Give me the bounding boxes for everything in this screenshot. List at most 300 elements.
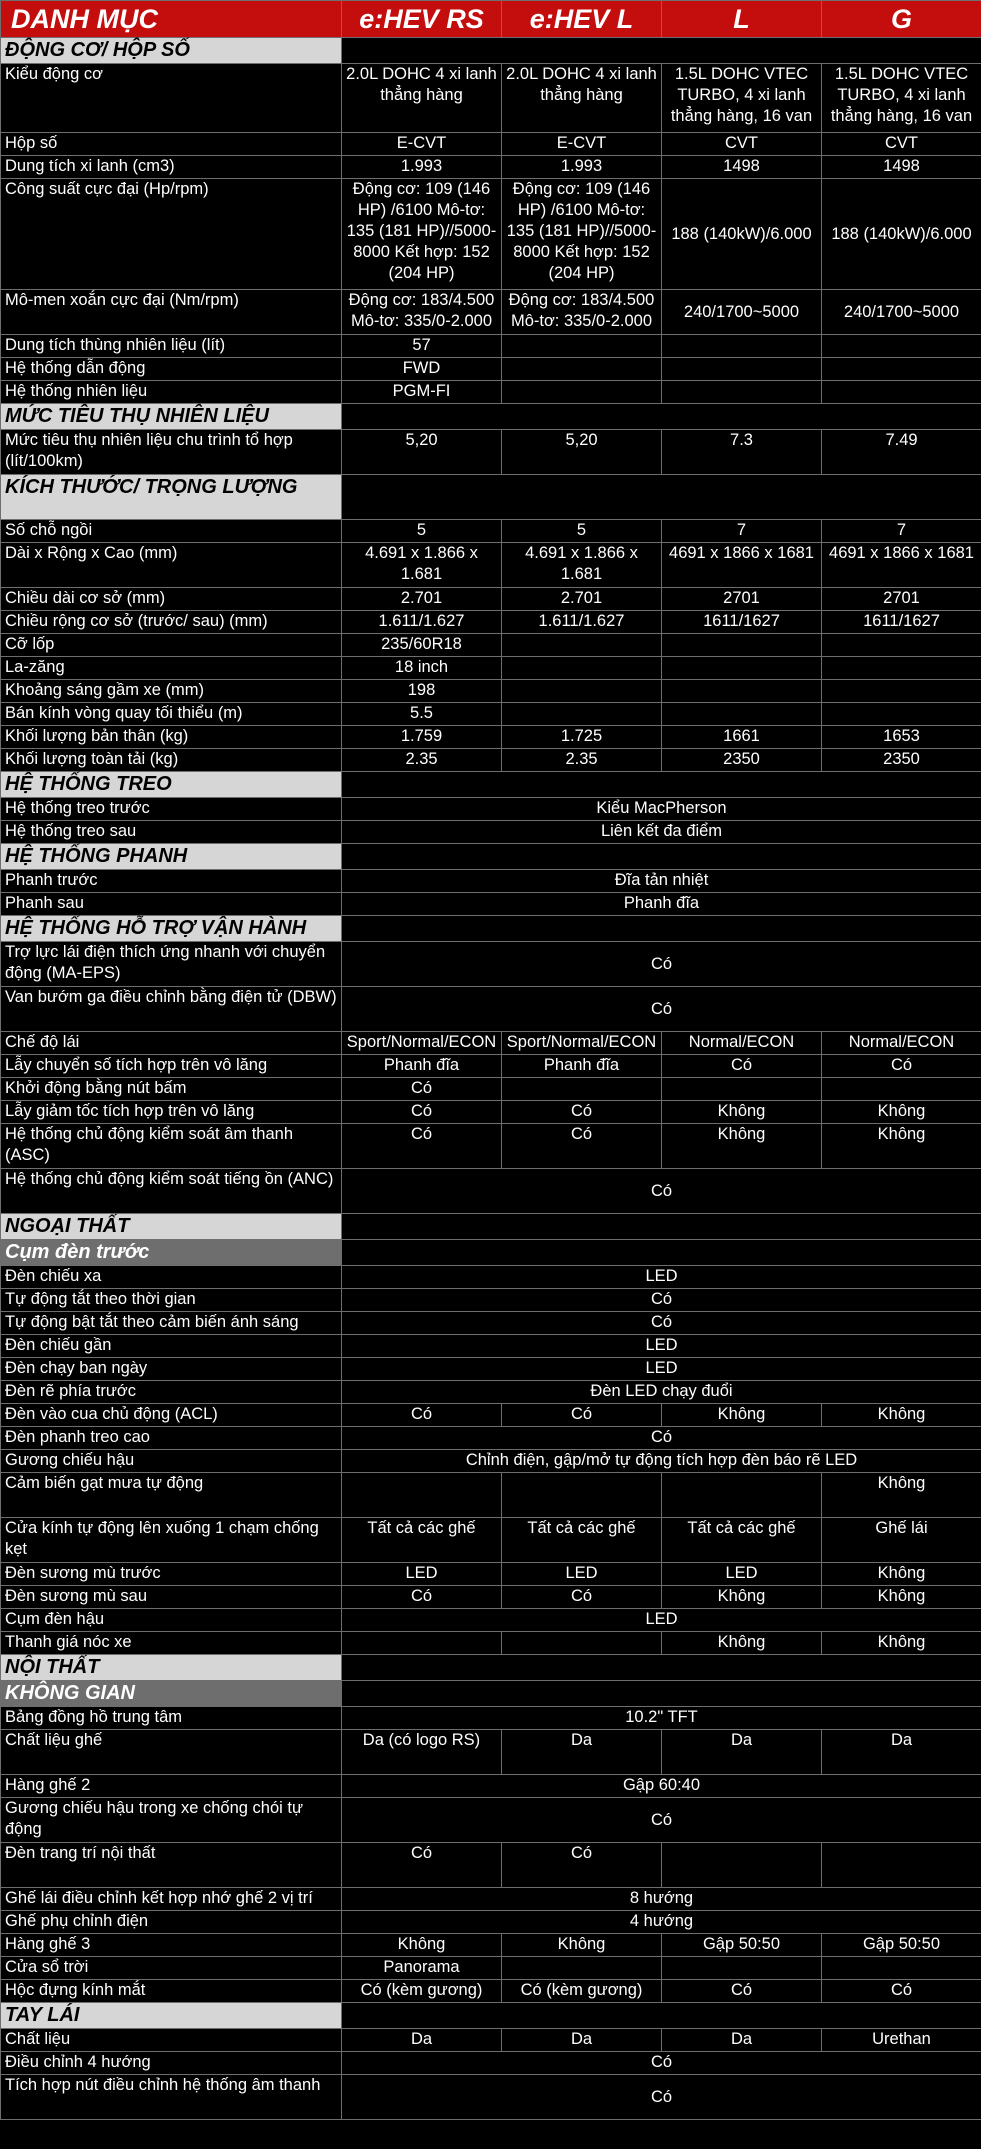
spec-body bbox=[1, 38, 981, 2120]
spec-value: FWD bbox=[342, 358, 502, 381]
subsection-header bbox=[1, 1240, 981, 1266]
spec-row bbox=[1, 179, 981, 290]
spec-row bbox=[1, 2052, 981, 2075]
spec-value: Normal/ECON bbox=[822, 1032, 981, 1055]
spec-row bbox=[1, 1124, 981, 1169]
spec-value: Không bbox=[822, 1632, 981, 1655]
spec-row bbox=[1, 634, 981, 657]
spec-label: Dung tích thùng nhiên liệu (lít) bbox=[1, 335, 342, 358]
spec-row bbox=[1, 1798, 981, 1843]
spec-row bbox=[1, 726, 981, 749]
spec-label: Dung tích xi lanh (cm3) bbox=[1, 156, 342, 179]
spec-row bbox=[1, 1335, 981, 1358]
section-header bbox=[1, 1214, 981, 1240]
spec-value-all: Liên kết đa điểm bbox=[342, 821, 981, 844]
spec-row bbox=[1, 1404, 981, 1427]
spec-value bbox=[502, 335, 662, 358]
subsection-header bbox=[1, 1681, 981, 1707]
section-blank bbox=[342, 404, 981, 430]
spec-value bbox=[342, 1632, 502, 1655]
spec-label: Chất liệu ghế bbox=[1, 1730, 342, 1775]
spec-value: 7 bbox=[822, 520, 981, 543]
spec-row bbox=[1, 335, 981, 358]
spec-value: 7.3 bbox=[662, 430, 822, 475]
section-header bbox=[1, 772, 981, 798]
spec-row bbox=[1, 821, 981, 844]
spec-value: 1661 bbox=[662, 726, 822, 749]
spec-value: Động cơ: 109 (146 HP) /6100 Mô-tơ: 135 (181 HP)//5000-8000 Kết hợp: 152 (204 HP) bbox=[342, 179, 502, 290]
spec-value: 1611/1627 bbox=[822, 611, 981, 634]
section-title: MỨC TIÊU THỤ NHIÊN LIỆU bbox=[1, 404, 342, 430]
spec-value: Có bbox=[342, 1843, 502, 1888]
section-title: TAY LÁI bbox=[1, 2003, 342, 2029]
spec-value: LED bbox=[342, 1563, 502, 1586]
spec-value-all: Chỉnh điện, gập/mở tự động tích hợp đèn báo rẽ LED bbox=[342, 1450, 981, 1473]
spec-value: 2701 bbox=[822, 588, 981, 611]
spec-value: Da bbox=[822, 1730, 981, 1775]
spec-label: Dài x Rộng x Cao (mm) bbox=[1, 543, 342, 588]
spec-value: 5 bbox=[502, 520, 662, 543]
spec-label: Khoảng sáng gầm xe (mm) bbox=[1, 680, 342, 703]
spec-row bbox=[1, 588, 981, 611]
spec-value: 1611/1627 bbox=[662, 611, 822, 634]
spec-label: Đèn sương mù trước bbox=[1, 1563, 342, 1586]
spec-value: 2350 bbox=[662, 749, 822, 772]
spec-label: Hệ thống nhiên liệu bbox=[1, 381, 342, 404]
spec-label: Cụm đèn hậu bbox=[1, 1609, 342, 1632]
spec-row bbox=[1, 1032, 981, 1055]
header-ehev-rs: e:HEV RS bbox=[342, 1, 502, 38]
section-title: HỆ THỐNG HỖ TRỢ VẬN HÀNH bbox=[1, 916, 342, 942]
spec-value: Phanh đĩa bbox=[502, 1055, 662, 1078]
spec-row bbox=[1, 1775, 981, 1798]
spec-value: 2.701 bbox=[342, 588, 502, 611]
spec-label: Công suất cực đại (Hp/rpm) bbox=[1, 179, 342, 290]
section-title: NGOẠI THẤT bbox=[1, 1214, 342, 1240]
spec-value: 4.691 x 1.866 x 1.681 bbox=[502, 543, 662, 588]
spec-value: Không bbox=[502, 1934, 662, 1957]
spec-row bbox=[1, 680, 981, 703]
spec-value: 1498 bbox=[662, 156, 822, 179]
spec-label: Tự động bật tắt theo cảm biến ánh sáng bbox=[1, 1312, 342, 1335]
spec-value-all: Phanh đĩa bbox=[342, 893, 981, 916]
spec-label: Đèn chiếu gần bbox=[1, 1335, 342, 1358]
spec-value bbox=[342, 1473, 502, 1518]
spec-row bbox=[1, 290, 981, 335]
section-blank bbox=[342, 2003, 981, 2029]
spec-label: Hệ thống treo trước bbox=[1, 798, 342, 821]
spec-row bbox=[1, 1381, 981, 1404]
spec-value: Không bbox=[342, 1934, 502, 1957]
spec-value-all: Có bbox=[342, 1169, 981, 1214]
spec-row bbox=[1, 64, 981, 133]
spec-value bbox=[662, 358, 822, 381]
spec-label: Điều chỉnh 4 hướng bbox=[1, 2052, 342, 2075]
spec-label: Phanh trước bbox=[1, 870, 342, 893]
spec-row bbox=[1, 381, 981, 404]
spec-value: 5.5 bbox=[342, 703, 502, 726]
spec-value: 5,20 bbox=[342, 430, 502, 475]
spec-value: 235/60R18 bbox=[342, 634, 502, 657]
spec-value: Da bbox=[662, 2029, 822, 2052]
spec-value: 1.993 bbox=[502, 156, 662, 179]
section-blank bbox=[342, 1214, 981, 1240]
spec-value: 2.0L DOHC 4 xi lanh thẳng hàng bbox=[502, 64, 662, 133]
spec-value bbox=[502, 634, 662, 657]
spec-label: Tự động tắt theo thời gian bbox=[1, 1289, 342, 1312]
spec-label: Đèn chiếu xa bbox=[1, 1266, 342, 1289]
spec-value: Không bbox=[662, 1632, 822, 1655]
spec-label: Chiều dài cơ sở (mm) bbox=[1, 588, 342, 611]
spec-value: 188 (140kW)/6.000 bbox=[822, 179, 981, 290]
spec-value-all: LED bbox=[342, 1335, 981, 1358]
spec-row bbox=[1, 703, 981, 726]
spec-row bbox=[1, 1358, 981, 1381]
spec-label: Hàng ghế 3 bbox=[1, 1934, 342, 1957]
spec-value: Có bbox=[822, 1055, 981, 1078]
spec-value: Không bbox=[822, 1101, 981, 1124]
spec-row bbox=[1, 543, 981, 588]
spec-row bbox=[1, 1563, 981, 1586]
spec-value: Có bbox=[662, 1980, 822, 2003]
spec-value bbox=[822, 381, 981, 404]
spec-label: Chất liệu bbox=[1, 2029, 342, 2052]
spec-row bbox=[1, 1427, 981, 1450]
spec-row bbox=[1, 657, 981, 680]
section-title: ĐỘNG CƠ/ HỘP SỐ bbox=[1, 38, 342, 64]
section-title: KÍCH THƯỚC/ TRỌNG LƯỢNG bbox=[1, 475, 342, 520]
spec-label: Hộc đựng kính mắt bbox=[1, 1980, 342, 2003]
spec-row bbox=[1, 1911, 981, 1934]
spec-value: Không bbox=[822, 1473, 981, 1518]
spec-value bbox=[822, 1078, 981, 1101]
section-blank bbox=[342, 844, 981, 870]
spec-value-all: Có bbox=[342, 942, 981, 987]
spec-value: 2350 bbox=[822, 749, 981, 772]
spec-value: Động cơ: 109 (146 HP) /6100 Mô-tơ: 135 (181 HP)//5000-8000 Kết hợp: 152 (204 HP) bbox=[502, 179, 662, 290]
spec-value: Không bbox=[662, 1124, 822, 1169]
spec-value bbox=[502, 1957, 662, 1980]
spec-row bbox=[1, 1707, 981, 1730]
spec-row bbox=[1, 156, 981, 179]
spec-label: Hộp số bbox=[1, 133, 342, 156]
spec-label: Đèn vào cua chủ động (ACL) bbox=[1, 1404, 342, 1427]
section-title: HỆ THỐNG TREO bbox=[1, 772, 342, 798]
spec-value bbox=[502, 1632, 662, 1655]
spec-value bbox=[662, 381, 822, 404]
spec-value: 188 (140kW)/6.000 bbox=[662, 179, 822, 290]
spec-row bbox=[1, 987, 981, 1032]
spec-value bbox=[822, 634, 981, 657]
section-blank bbox=[342, 1240, 981, 1266]
section-header bbox=[1, 2003, 981, 2029]
spec-value: Tất cả các ghế bbox=[502, 1518, 662, 1563]
spec-row bbox=[1, 358, 981, 381]
spec-label: Đèn phanh treo cao bbox=[1, 1427, 342, 1450]
spec-value: 5,20 bbox=[502, 430, 662, 475]
spec-value-all: 8 hướng bbox=[342, 1888, 981, 1911]
spec-label: Số chỗ ngồi bbox=[1, 520, 342, 543]
spec-row bbox=[1, 1730, 981, 1775]
spec-label: Mức tiêu thụ nhiên liệu chu trình tổ hợp (lít/100km) bbox=[1, 430, 342, 475]
spec-label: Đèn chạy ban ngày bbox=[1, 1358, 342, 1381]
spec-value: 2.0L DOHC 4 xi lanh thẳng hàng bbox=[342, 64, 502, 133]
spec-row bbox=[1, 893, 981, 916]
spec-value: 2701 bbox=[662, 588, 822, 611]
spec-value: Động cơ: 183/4.500 Mô-tơ: 335/0-2.000 bbox=[502, 290, 662, 335]
spec-value: Không bbox=[662, 1404, 822, 1427]
spec-value: Có bbox=[502, 1586, 662, 1609]
spec-value: 1.993 bbox=[342, 156, 502, 179]
spec-label: Tích hợp nút điều chỉnh hệ thống âm thanh bbox=[1, 2075, 342, 2120]
spec-row bbox=[1, 1266, 981, 1289]
section-header bbox=[1, 38, 981, 64]
spec-value: Không bbox=[822, 1563, 981, 1586]
spec-value: Urethan bbox=[822, 2029, 981, 2052]
spec-row bbox=[1, 1518, 981, 1563]
section-title: HỆ THỐNG PHANH bbox=[1, 844, 342, 870]
spec-value: Có (kèm gương) bbox=[342, 1980, 502, 2003]
spec-value: E-CVT bbox=[342, 133, 502, 156]
spec-value: Da (có logo RS) bbox=[342, 1730, 502, 1775]
spec-label: Hệ thống chủ động kiểm soát âm thanh (ASC) bbox=[1, 1124, 342, 1169]
spec-row bbox=[1, 430, 981, 475]
spec-value bbox=[662, 1078, 822, 1101]
spec-value: 240/1700~5000 bbox=[822, 290, 981, 335]
spec-value: 1.725 bbox=[502, 726, 662, 749]
spec-label: Cửa kính tự động lên xuống 1 chạm chống kẹt bbox=[1, 1518, 342, 1563]
header-g: G bbox=[822, 1, 981, 38]
spec-value: 2.35 bbox=[502, 749, 662, 772]
spec-value: Không bbox=[662, 1101, 822, 1124]
spec-value: Gập 50:50 bbox=[822, 1934, 981, 1957]
spec-label: Đèn rẽ phía trước bbox=[1, 1381, 342, 1404]
spec-value: 4.691 x 1.866 x 1.681 bbox=[342, 543, 502, 588]
spec-value: 18 inch bbox=[342, 657, 502, 680]
spec-row bbox=[1, 1586, 981, 1609]
spec-value: Gập 50:50 bbox=[662, 1934, 822, 1957]
spec-value: Phanh đĩa bbox=[342, 1055, 502, 1078]
spec-row bbox=[1, 798, 981, 821]
spec-value-all: Có bbox=[342, 1289, 981, 1312]
spec-label: Bảng đồng hồ trung tâm bbox=[1, 1707, 342, 1730]
spec-value: 7 bbox=[662, 520, 822, 543]
spec-value bbox=[822, 703, 981, 726]
spec-label: Khối lượng toàn tải (kg) bbox=[1, 749, 342, 772]
spec-value: Có bbox=[502, 1101, 662, 1124]
section-header bbox=[1, 844, 981, 870]
spec-value: E-CVT bbox=[502, 133, 662, 156]
spec-label: Trợ lực lái điện thích ứng nhanh với chuyển động (MA-EPS) bbox=[1, 942, 342, 987]
spec-value: Panorama bbox=[342, 1957, 502, 1980]
spec-label: Van bướm ga điều chỉnh bằng điện tử (DBW) bbox=[1, 987, 342, 1032]
spec-value bbox=[502, 703, 662, 726]
spec-value-all: Có bbox=[342, 987, 981, 1032]
spec-row bbox=[1, 870, 981, 893]
header-category: DANH MỤC bbox=[1, 1, 342, 38]
spec-value bbox=[822, 657, 981, 680]
spec-value bbox=[822, 335, 981, 358]
spec-row bbox=[1, 1934, 981, 1957]
spec-value bbox=[822, 358, 981, 381]
spec-label: Hệ thống chủ động kiểm soát tiếng ồn (ANC) bbox=[1, 1169, 342, 1214]
spec-value: Có bbox=[342, 1124, 502, 1169]
spec-label: Chiều rộng cơ sở (trước/ sau) (mm) bbox=[1, 611, 342, 634]
section-title: Cụm đèn trước bbox=[1, 1240, 342, 1266]
section-blank bbox=[342, 1681, 981, 1707]
spec-row bbox=[1, 1632, 981, 1655]
spec-value-all: Kiểu MacPherson bbox=[342, 798, 981, 821]
spec-value bbox=[502, 381, 662, 404]
spec-row bbox=[1, 520, 981, 543]
spec-value: Có bbox=[502, 1124, 662, 1169]
spec-row bbox=[1, 1078, 981, 1101]
spec-value: 1.611/1.627 bbox=[502, 611, 662, 634]
spec-label: Phanh sau bbox=[1, 893, 342, 916]
spec-row bbox=[1, 1980, 981, 2003]
spec-value: Da bbox=[502, 2029, 662, 2052]
spec-value: Da bbox=[662, 1730, 822, 1775]
spec-row bbox=[1, 2029, 981, 2052]
spec-value bbox=[822, 680, 981, 703]
spec-value: 2.701 bbox=[502, 588, 662, 611]
spec-value: 1498 bbox=[822, 156, 981, 179]
section-blank bbox=[342, 1655, 981, 1681]
spec-label: Lẫy chuyển số tích hợp trên vô lăng bbox=[1, 1055, 342, 1078]
spec-row bbox=[1, 1101, 981, 1124]
spec-value-all: LED bbox=[342, 1358, 981, 1381]
spec-value: 7.49 bbox=[822, 430, 981, 475]
spec-value: 198 bbox=[342, 680, 502, 703]
spec-value: Không bbox=[662, 1586, 822, 1609]
spec-row bbox=[1, 1312, 981, 1335]
spec-value: Tất cả các ghế bbox=[662, 1518, 822, 1563]
spec-label: Mô-men xoắn cực đại (Nm/rpm) bbox=[1, 290, 342, 335]
spec-value-all: Có bbox=[342, 1427, 981, 1450]
spec-value-all: Đèn LED chạy đuổi bbox=[342, 1381, 981, 1404]
section-blank bbox=[342, 38, 981, 64]
section-header bbox=[1, 1655, 981, 1681]
spec-value: 1.611/1.627 bbox=[342, 611, 502, 634]
spec-label: Cỡ lốp bbox=[1, 634, 342, 657]
spec-value: 1.5L DOHC VTEC TURBO, 4 xi lanh thẳng hàng, 16 van bbox=[822, 64, 981, 133]
spec-value bbox=[662, 703, 822, 726]
spec-value bbox=[662, 1473, 822, 1518]
spec-label: Đèn trang trí nội thất bbox=[1, 1843, 342, 1888]
spec-value: 4691 x 1866 x 1681 bbox=[662, 543, 822, 588]
spec-label: Ghế phụ chỉnh điện bbox=[1, 1911, 342, 1934]
spec-value-all: Có bbox=[342, 2052, 981, 2075]
header-ehev-l: e:HEV L bbox=[502, 1, 662, 38]
spec-value: Da bbox=[502, 1730, 662, 1775]
spec-value-all: LED bbox=[342, 1266, 981, 1289]
spec-label: Hàng ghế 2 bbox=[1, 1775, 342, 1798]
spec-value-all: Có bbox=[342, 1312, 981, 1335]
header-row bbox=[1, 1, 981, 38]
spec-value bbox=[502, 657, 662, 680]
spec-value-all: Có bbox=[342, 1798, 981, 1843]
spec-label: Hệ thống treo sau bbox=[1, 821, 342, 844]
spec-label: Khởi động bằng nút bấm bbox=[1, 1078, 342, 1101]
spec-label: Lẫy giảm tốc tích hợp trên vô lăng bbox=[1, 1101, 342, 1124]
spec-value: Da bbox=[342, 2029, 502, 2052]
spec-label: Hệ thống dẫn động bbox=[1, 358, 342, 381]
spec-label: Đèn sương mù sau bbox=[1, 1586, 342, 1609]
spec-value: Sport/Normal/ECON bbox=[342, 1032, 502, 1055]
section-header bbox=[1, 916, 981, 942]
section-title: KHÔNG GIAN bbox=[1, 1681, 342, 1707]
spec-row bbox=[1, 2075, 981, 2120]
spec-value: LED bbox=[502, 1563, 662, 1586]
spec-value: Có bbox=[342, 1078, 502, 1101]
spec-value bbox=[502, 1078, 662, 1101]
spec-value: Normal/ECON bbox=[662, 1032, 822, 1055]
spec-row bbox=[1, 1450, 981, 1473]
spec-label: La-zăng bbox=[1, 657, 342, 680]
section-blank bbox=[342, 475, 981, 520]
spec-value bbox=[822, 1957, 981, 1980]
spec-value: 2.35 bbox=[342, 749, 502, 772]
section-blank bbox=[342, 916, 981, 942]
section-header bbox=[1, 404, 981, 430]
spec-value: PGM-FI bbox=[342, 381, 502, 404]
spec-label: Cửa sổ trời bbox=[1, 1957, 342, 1980]
spec-row bbox=[1, 749, 981, 772]
spec-label: Bán kính vòng quay tối thiểu (m) bbox=[1, 703, 342, 726]
spec-label: Gương chiếu hậu trong xe chống chói tự động bbox=[1, 1798, 342, 1843]
spec-value bbox=[662, 680, 822, 703]
spec-value: 1.5L DOHC VTEC TURBO, 4 xi lanh thẳng hàng, 16 van bbox=[662, 64, 822, 133]
spec-value bbox=[822, 1843, 981, 1888]
spec-row bbox=[1, 1843, 981, 1888]
spec-value: Không bbox=[822, 1124, 981, 1169]
spec-value bbox=[502, 358, 662, 381]
spec-value: CVT bbox=[822, 133, 981, 156]
spec-value: 5 bbox=[342, 520, 502, 543]
spec-value: 57 bbox=[342, 335, 502, 358]
spec-value: Có bbox=[342, 1586, 502, 1609]
spec-value bbox=[502, 1473, 662, 1518]
spec-row bbox=[1, 1957, 981, 1980]
spec-row bbox=[1, 1055, 981, 1078]
spec-value: Có bbox=[342, 1404, 502, 1427]
spec-value: Không bbox=[822, 1586, 981, 1609]
spec-value-all: Có bbox=[342, 2075, 981, 2120]
spec-value bbox=[662, 1957, 822, 1980]
spec-label: Ghế lái điều chỉnh kết hợp nhớ ghế 2 vị trí bbox=[1, 1888, 342, 1911]
spec-row bbox=[1, 1609, 981, 1632]
spec-row bbox=[1, 1888, 981, 1911]
spec-row bbox=[1, 1473, 981, 1518]
spec-value-all: Gập 60:40 bbox=[342, 1775, 981, 1798]
section-header bbox=[1, 475, 981, 520]
spec-row bbox=[1, 611, 981, 634]
spec-value: Không bbox=[822, 1404, 981, 1427]
spec-label: Kiểu động cơ bbox=[1, 64, 342, 133]
spec-value-all: Đĩa tản nhiệt bbox=[342, 870, 981, 893]
spec-value bbox=[662, 335, 822, 358]
section-blank bbox=[342, 772, 981, 798]
spec-row bbox=[1, 133, 981, 156]
spec-value bbox=[662, 634, 822, 657]
spec-value: Ghế lái bbox=[822, 1518, 981, 1563]
spec-label: Gương chiếu hậu bbox=[1, 1450, 342, 1473]
spec-value: CVT bbox=[662, 133, 822, 156]
spec-row bbox=[1, 1169, 981, 1214]
spec-value: Sport/Normal/ECON bbox=[502, 1032, 662, 1055]
spec-label: Chế độ lái bbox=[1, 1032, 342, 1055]
spec-value bbox=[662, 1843, 822, 1888]
